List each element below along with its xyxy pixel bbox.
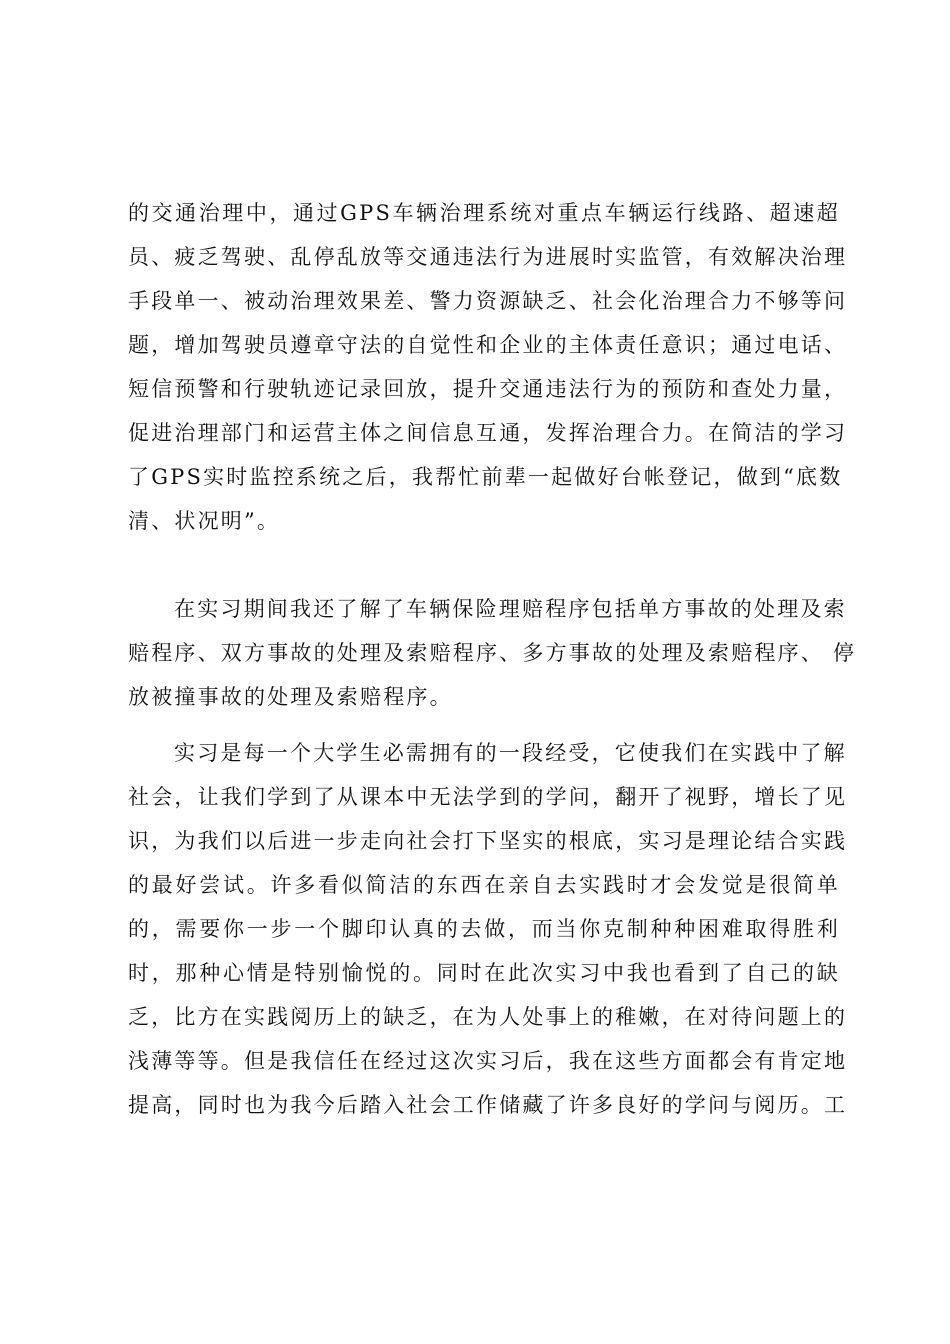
paragraph-3-line-8: 浅薄等等。但是我信任在经过这次实习后，我在这些方面都会有肯定地 bbox=[128, 1049, 848, 1073]
paragraph-3-line-2: 社会，让我们学到了从课本中无法学到的学问，翻开了视野，增长了见 bbox=[128, 785, 848, 809]
paragraph-1-line-2: 员、疲乏驾驶、乱停乱放等交通违法行为进展时实监管，有效解决治理 bbox=[128, 245, 848, 269]
paragraph-1-line-7: 了GPS实时监控系统之后，我帮忙前辈一起做好台帐登记，做到“底数 bbox=[128, 465, 843, 489]
paragraph-2-line-2: 赔程序、双方事故的处理及索赔程序、多方事故的处理及索赔程序、 停 bbox=[128, 641, 857, 665]
paragraph-3-line-1: 实习是每一个大学生必需拥有的一段经受，它使我们在实践中了解 bbox=[174, 741, 847, 765]
paragraph-3-line-4: 的最好尝试。许多看似简洁的东西在亲自去实践时才会发觉是很简单 bbox=[128, 873, 840, 897]
paragraph-2-line-1: 在实习期间我还了解了车辆保险理赔程序包括单方事故的处理及索 bbox=[174, 597, 847, 621]
paragraph-3-line-3: 识，为我们以后进一步走向社会打下坚实的根底，实习是理论结合实践 bbox=[128, 829, 848, 853]
paragraph-1-line-5: 短信预警和行驶轨迹记录回放，提升交通违法行为的预防和查处力量， bbox=[128, 377, 848, 401]
paragraph-3-line-9: 提高，同时也为我今后踏入社会工作储藏了许多良好的学问与阅历。工 bbox=[128, 1093, 848, 1117]
paragraph-1-line-6: 促进治理部门和运营主体之间信息互通，发挥治理合力。在简洁的学习 bbox=[128, 421, 848, 445]
paragraph-1-line-4: 题，增加驾驶员遵章守法的自觉性和企业的主体责任意识；通过电话、 bbox=[128, 333, 848, 357]
paragraph-1-line-3: 手段单一、被动治理效果差、警力资源缺乏、社会化治理合力不够等问 bbox=[128, 289, 848, 313]
paragraph-1-line-8: 清、状况明”。 bbox=[128, 509, 281, 533]
paragraph-1-line-1: 的交通治理中，通过GPS车辆治理系统对重点车辆运行线路、超速超 bbox=[128, 201, 840, 225]
paragraph-3-line-7: 乏，比方在实践阅历上的缺乏，在为人处事上的稚嫩，在对待问题上的 bbox=[128, 1005, 848, 1029]
paragraph-3-line-6: 时，那种心情是特别愉悦的。同时在此次实习中我也看到了自己的缺 bbox=[128, 961, 840, 985]
paragraph-2-line-3: 放被撞事故的处理及索赔程序。 bbox=[128, 685, 453, 709]
paragraph-3-line-5: 的，需要你一步一个脚印认真的去做，而当你克制种种困难取得胜利 bbox=[128, 917, 840, 941]
